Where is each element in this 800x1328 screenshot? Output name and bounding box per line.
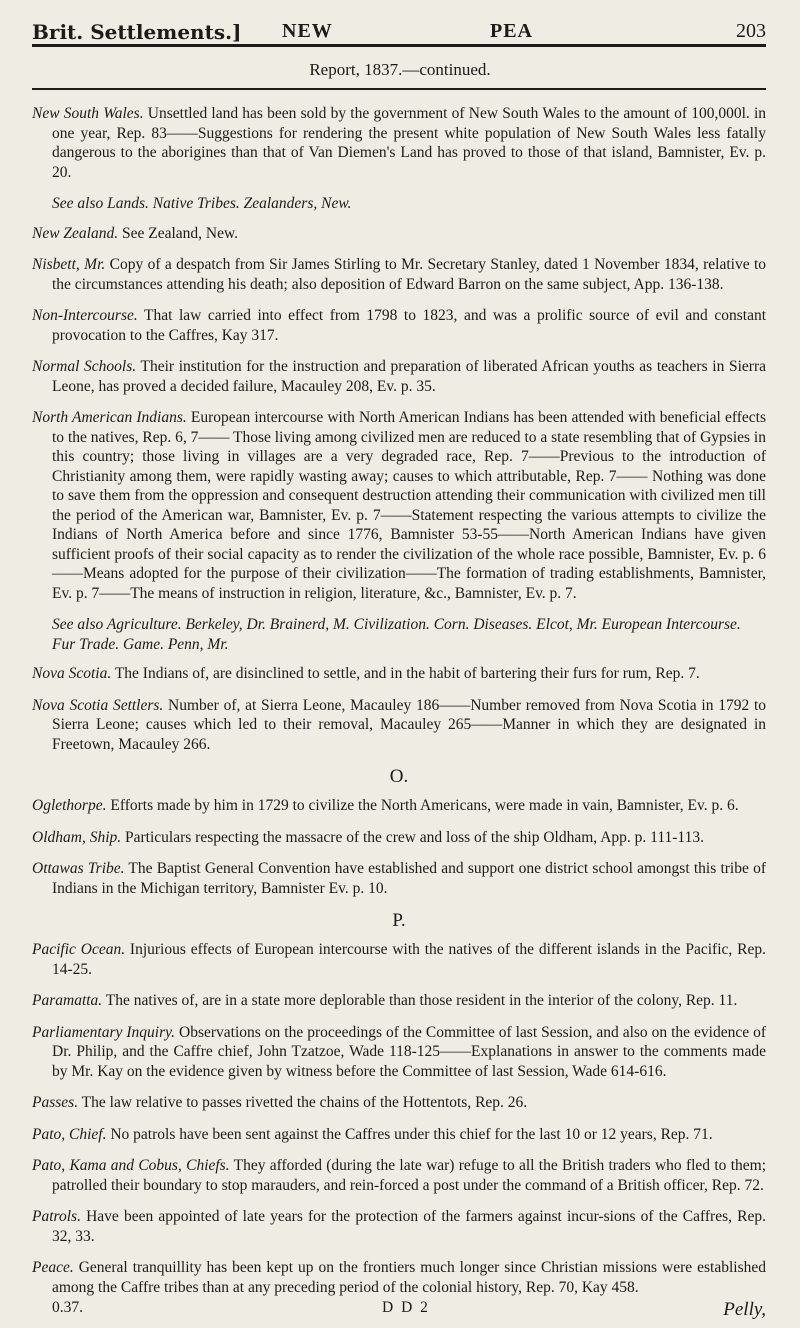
index-entry (32, 1023, 766, 1082)
index-entry (32, 1093, 766, 1113)
entry-headword: Non-Intercourse. (32, 307, 138, 324)
entry-text: European intercourse with North American Indians has been attended with beneficial effects to the natives, Rep. 6, 7—— Those living among civilized men are reduced to a state resembling that of Gypsies in this country; those living in villages are a very degraded race, Rep. 7——Previous to the introduction of Christianity among them, were rapidly wasting away; causes to which attributable, Rep. 7—— Nothing was done to save them from the oppression and consequent destruction attending their communication with civilized men till the period of the American war, Bamnister, Ev. p. 7——Statement respecting the various attempts to civilize the Indians of North America before and since 1776, Bamnister 53-55——North American Indians have given sufficient proofs of their social capacity as to render the civilization of the whole race possible, Bamnister, Ev. p. 6——Means adopted for the purpose of their civilization——The formation of trading establishments, Bamnister, Ev. p. 7——The means of instruction in religion, literature, &c., Bamnister, Ev. p. 7. (52, 409, 766, 602)
entry-headword: Ottawas Tribe. (32, 860, 125, 877)
entry-text: That law carried into effect from 1798 to 1823, and was a prolific source of evil and constant provocation to the Caffres, Kay 317. (52, 307, 766, 344)
index-entry (32, 696, 766, 755)
index-entry (32, 104, 766, 182)
entry-headword: Paramatta. (32, 992, 103, 1009)
entry-headword: Peace. (32, 1259, 74, 1276)
see-also-line: See also Agriculture. Berkeley, Dr. Brainerd, M. Civilization. Corn. Diseases. Elcot, Mr. European Intercourse. Fur Trade. Game. Penn, Mr. (52, 616, 741, 653)
index-entry (32, 306, 766, 345)
index-entry (32, 357, 766, 396)
index-entry (32, 1156, 766, 1195)
entry-text: Observations on the proceedings of the Committee of last Session, and also on the evidence of Dr. Philip, and the Caffre chief, John Tzatzoe, Wade 118-125——Explanations in answer to the comments made by Mr. Kay on the evidence given by witness before the Committee of last Session, Wade 614-616. (52, 1023, 767, 1080)
entry-text: Particulars respecting the massacre of the crew and loss of the ship Oldham, App. p. 111-113. (121, 828, 704, 846)
entry-text: Have been appointed of late years for the protection of the farmers against incur-sions of the Caffres, Rep. 32, 33. (52, 1208, 766, 1245)
index-entry (32, 408, 766, 603)
subtitle-rule (32, 88, 766, 90)
entry-text: The Baptist General Convention have established and support one district school amongst this tribe of Indians in the Michigan territory, Bamnister Ev. p. 10. (52, 860, 766, 897)
entry-text: Unsettled land has been sold by the government of New South Wales to the amount of 100,000l. in one year, Rep. 83——Suggestions for rendering the present white population of New South Wales less fatally dangerous to the aborigines than that of Van Diemen's Land has proved to those of that island, Bamnister, Ev. p. 20. (52, 105, 766, 181)
index-entry (32, 940, 766, 979)
entry-text: The natives of, are in a state more deplorable than those resident in the interior of the colony, Rep. 11. (102, 992, 738, 1009)
entry-headword: North American Indians. (32, 409, 187, 426)
entry-headword: Normal Schools. (32, 358, 137, 375)
entry-headword: New Zealand. (32, 224, 119, 242)
section-letter: P. (392, 910, 406, 931)
entry-headword: Oldham, Ship. (32, 828, 122, 846)
entry-headword: Passes. (32, 1094, 79, 1111)
entry-headword: Pato, Kama and Cobus, Chiefs. (32, 1157, 230, 1174)
entry-text: General tranquillity has been kept up on the frontiers much longer since Christian missions were established among the Caffre tribes than at any preceding period of the colonial history, Rep. 70, Kay 458. (52, 1259, 766, 1296)
entry-text: They afforded (during the late war) refuge to all the British traders who fled to them; patrolled their boundary to stop marauders, and rein-forced a post under the command of a British officer, Rep. 72. (52, 1157, 766, 1194)
entry-text: The Indians of, are disinclined to settle, and in the habit of bartering their furs for rum, Rep. 7. (111, 665, 700, 682)
index-entry (32, 664, 766, 684)
index-body (32, 104, 766, 1319)
entry-headword: Nova Scotia. (32, 665, 112, 682)
index-entry (32, 1125, 766, 1145)
entry-text: See Zealand, New. (118, 224, 239, 242)
header-section: Brit. Settlements.] (32, 20, 242, 44)
see-also-line: See also Lands. Native Tribes. Zealanders, New. (52, 195, 352, 212)
index-entry (32, 796, 766, 816)
entry-headword: New South Wales. (32, 105, 144, 122)
entry-text: Injurious effects of European intercourse with the natives of the different islands in the Pacific, Rep. 14-25. (52, 941, 766, 978)
footer-number: 0.37. (52, 1299, 83, 1316)
index-entry (32, 1258, 766, 1297)
entry-headword: Pacific Ocean. (32, 941, 126, 958)
catchword: Pelly, (723, 1299, 766, 1320)
entry-headword: Nisbett, Mr. (32, 256, 106, 273)
index-entry (32, 1207, 766, 1246)
page-number: 203 (736, 20, 766, 42)
entry-text: Number of, at Sierra Leone, Macauley 186——Number removed from Nova Scotia in 1792 to Sierra Leone; causes which led to their removal, Macauley 265——Manner in which they are designated in Freetown, Macauley 266. (52, 696, 766, 753)
entry-headword: Patrols. (32, 1208, 81, 1225)
header-guide-word-right: PEA (490, 20, 533, 42)
entry-text: Efforts made by him in 1729 to civilize the North Americans, were made in vain, Bamnister, Ev. p. 6. (106, 797, 739, 814)
index-entry (32, 224, 766, 244)
index-entry (32, 859, 766, 898)
entry-text: No patrols have been sent against the Caffres under this chief for the last 10 or 12 years, Rep. 71. (106, 1125, 713, 1143)
running-header (32, 14, 766, 44)
entry-headword: Oglethorpe. (32, 797, 107, 814)
entry-headword: Pato, Chief. (32, 1125, 107, 1143)
index-entry (32, 255, 766, 294)
page-footer (32, 1299, 766, 1319)
signature-mark: D D 2 (382, 1299, 430, 1316)
header-rule (32, 44, 766, 47)
index-entry (32, 991, 766, 1011)
index-entry (32, 828, 766, 848)
entry-headword: Nova Scotia Settlers. (32, 696, 164, 714)
entry-text: Copy of a despatch from Sir James Stirling to Mr. Secretary Stanley, dated 1 November 1834, relative to the circumstances attending his death; also deposition of Edward Barron on the same subject, App. 136-138. (52, 256, 766, 293)
header-guide-word-left: NEW (282, 20, 333, 42)
entry-text: Their institution for the instruction and preparation of liberated African youths as teachers in Sierra Leone, has proved a decided failure, Macauley 208, Ev. p. 35. (52, 358, 766, 395)
section-letter: O. (389, 766, 409, 787)
entry-headword: Parliamentary Inquiry. (32, 1023, 176, 1041)
entry-text: The law relative to passes rivetted the chains of the Hottentots, Rep. 26. (78, 1094, 528, 1111)
report-subtitle: Report, 1837.—continued. (309, 60, 491, 79)
